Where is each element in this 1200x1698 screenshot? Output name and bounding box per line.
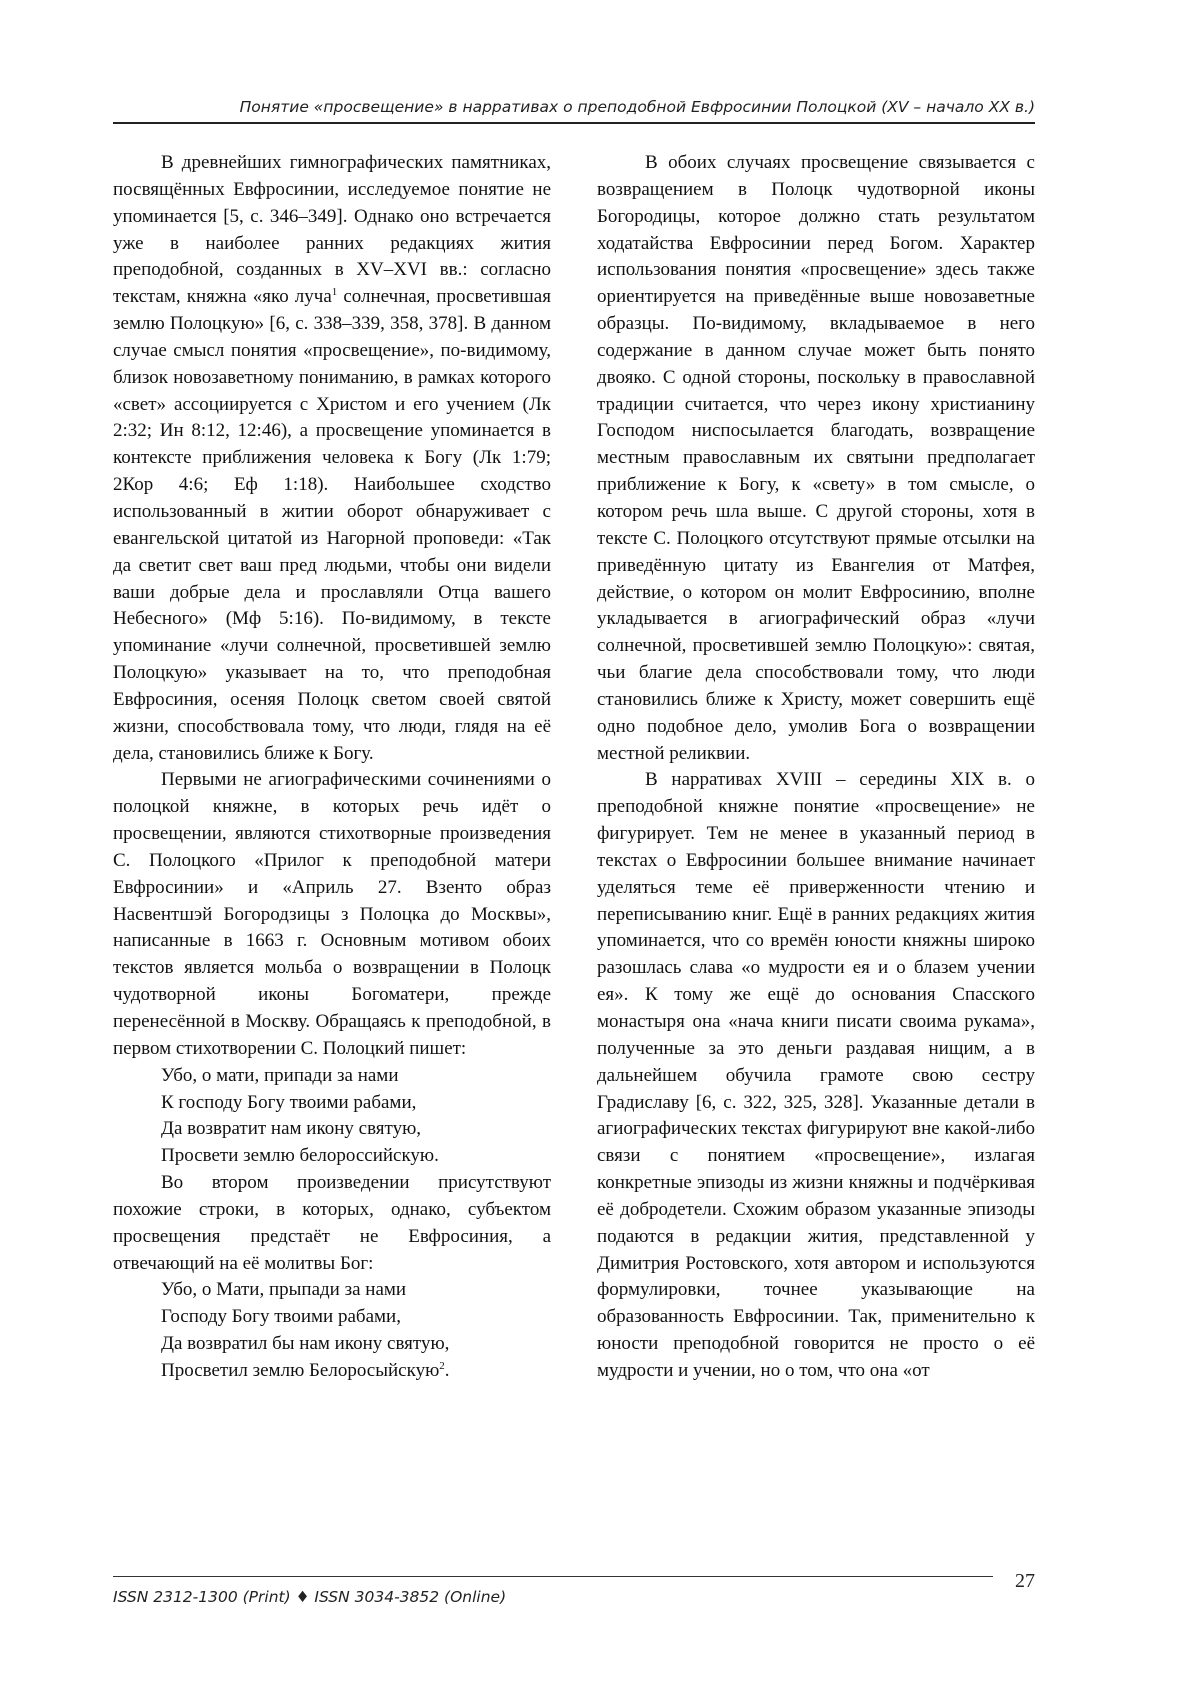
paragraph: В древнейших гимнографических памятниках, посвящённых Евфросинии, исследуемое понятие не упоминается [5, с. 346–349]. Однако оно встречается уже в наиболее ранних редакциях жития преподобной, созданных в XV–XVI вв.: согласно текстам, княжна «яко луча$^1$ солнечная, просветившая землю Полоцкую» [6, с. 338–339, 358, 378]. В данном случае смысл понятия «просвещение», по-видимому, близок новозаветному пониманию, в рамках которого «свет» ассоциируется с Христом и его учением (Лк 2:32; Ин 8:12, 12:46), а просвещение упоминается в контексте приближения человека к Богу (Лк 1:79; 2Кор 4:6; Еф 1:18). Наибольшее сходство использованный в житии оборот обнаруживает с евангельской цитатой из Нагорной проповеди: «Так да светит свет ваш пред людьми, чтобы они видели ваши добрые дела и прославляли Отца вашего Небесного» (Мф 5:16). По-видимому, в тексте упоминание «лучи солнечной, просветившей землю Полоцкую» указывает на то, что преподобная Евфросиния, осеняя Полоцк светом своей святой жизни, способствовала тому, что люди, глядя на её дела, становились ближе к Богу.	[113, 152, 551, 764]
footnote-ref[interactable]: 1	[331, 286, 338, 299]
footnote-ref[interactable]: 2	[439, 1359, 445, 1372]
footer-rule	[113, 1576, 993, 1577]
left-column	[113, 150, 551, 1385]
issn-footer: ISSN 2312-1300 (Print) ♦ ISSN 3034-3852 (Online)	[113, 1588, 507, 1606]
page-number: 27	[1015, 1570, 1035, 1592]
poem-line: Убо, о Мати, прыпади за нами	[161, 1279, 407, 1301]
poem-quote	[113, 1063, 551, 1170]
poem-line: Просвети землю белороссийскую.	[161, 1145, 439, 1167]
poem-quote	[113, 1277, 551, 1384]
header-rule	[113, 122, 1035, 124]
poem-line: Убо, о мати, припади за нами	[161, 1064, 399, 1086]
poem-line: Господу Богу твоими рабами,	[161, 1306, 401, 1328]
paragraph: Во втором произведении присутствуют похожие строки, в которых, однако, субъектом просвещения предстаёт не Евфросиния, а отвечающий на её молитвы Бог:	[113, 1172, 551, 1274]
poem-line: К господу Богу твоими рабами,	[161, 1091, 417, 1113]
paragraph: В нарративах XVIII – середины XIX в. о преподобной княжне понятие «просвещение» не фигурирует. Тем не менее в указанный период в текстах о Евфросинии большее внимание начинает уделяться теме её приверженности чтению и переписыванию книг. Ещё в ранних редакциях жития упоминается, что со времён юности княжны широко разошлась слава «о мудрости ея и о блазем учении ея». К тому же ещё до основания Спасского монастыря она «нача книги писати своима рукама», полученные за это деньги раздавая нищим, а в дальнейшем обучила грамоте свою сестру Градиславу [6, с. 322, 325, 328]. Указанные детали в агиографических текстах фигурируют вне какой-либо связи с понятием «просвещение», излагая конкретные эпизоды из жизни княжны и подчёркивая её добродетели. Схожим образом указанные эпизоды подаются в редакции жития, представленной у Димитрия Ростовского, хотя автором и используются формулировки, точнее указывающие на образованность Евфросинии. Так, применительно к юности преподобной говорится не просто о её мудрости и учении, но о том, что она «от	[597, 769, 1035, 1381]
running-header: Понятие «просвещение» в нарративах о преподобной Евфросинии Полоцкой (XV – начало XX в.)	[239, 98, 1035, 116]
poem-line: Да возвратил бы нам икону святую,	[161, 1333, 450, 1355]
poem-line: Просветил землю Белоросыйскую$^2$.	[161, 1359, 450, 1381]
right-column	[597, 150, 1035, 1385]
poem-line: Да возвратит нам икону святую,	[161, 1118, 422, 1140]
paragraph: В обоих случаях просвещение связывается с возвращением в Полоцк чудотворной иконы Богородицы, которое должно стать результатом ходатайства Евфросинии перед Богом. Характер использования понятия «просвещение» здесь также ориентируется на приведённые выше новозаветные образцы. По-видимому, вкладываемое в него содержание в данном случае может быть понято двояко. С одной стороны, поскольку в православной традиции считается, что через икону христианину Господом ниспосылается благодать, возвращение местным православным их святыни предполагает приближение к Богу, к «свету» в том смысле, о котором речь шла выше. С другой стороны, хотя в тексте С. Полоцкого отсутствуют прямые отсылки на приведённую цитату из Евангелия от Матфея, действие, о котором он молит Евфросинию, вполне укладывается в агиографический образ «лучи солнечной, просветившей землю Полоцкую»: святая, чьи благие дела способствовали тому, что люди становились ближе к Христу, может совершить ещё одно подобное дело, умолив Бога о возвращении местной реликвии.	[597, 152, 1035, 764]
paragraph: Первыми не агиографическими сочинениями о полоцкой княжне, в которых речь идёт о просвещении, являются стихотворные произведения С. Полоцкого «Прилог к преподобной матери Евфросинии» и «Априль 27. Взенто образ Насвентшэй Богородзицы з Полоцка до Москвы», написанные в 1663 г. Основным мотивом обоих текстов является мольба о возвращении в Полоцк чудотворной иконы Богоматери, прежде перенесённой в Москву. Обращаясь к преподобной, в первом стихотворении С. Полоцкий пишет:	[113, 769, 551, 1059]
